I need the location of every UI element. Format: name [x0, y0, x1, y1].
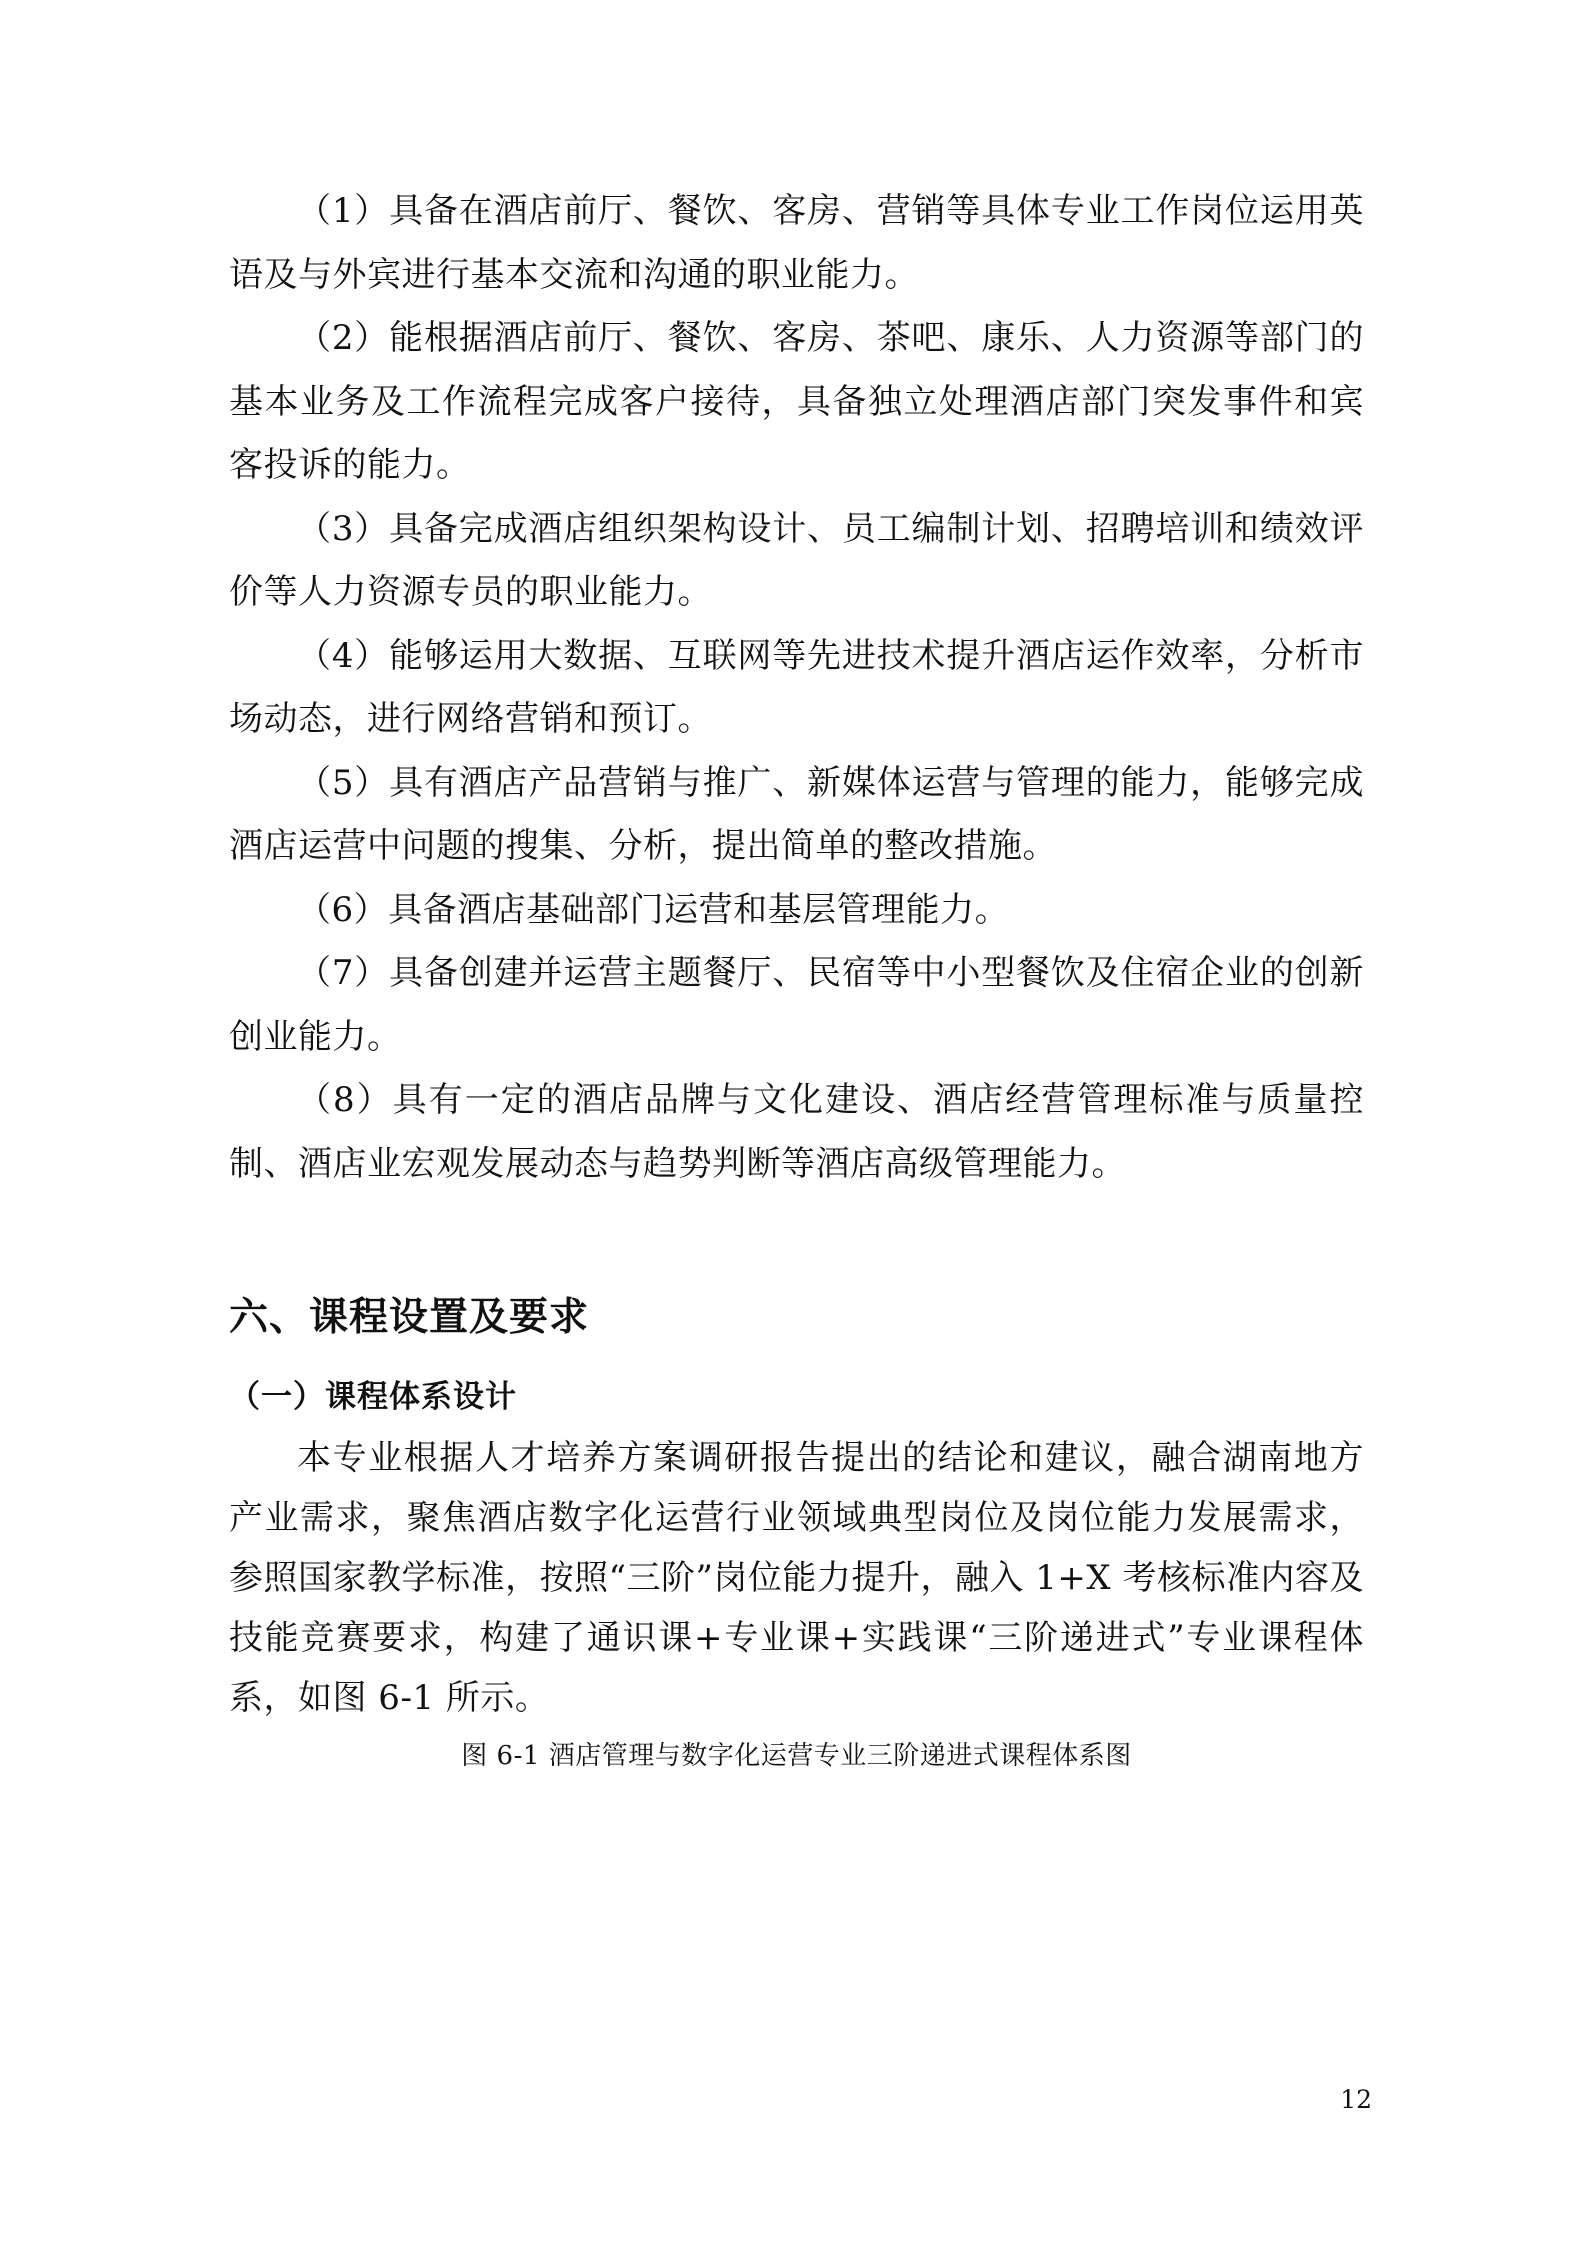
section-title: 六、课程设置及要求 [229, 1295, 590, 1340]
page-content [229, 180, 1364, 1778]
ability-item-1: （1）具备在酒店前厅、餐饮、客房、营销等具体专业工作岗位运用英语及与外宾进行基本交流和沟通的职业能力。 [229, 191, 1364, 295]
ability-item-4: （4）能够运用大数据、互联网等先进技术提升酒店运作效率，分析市场动态，进行网络营销和预订。 [229, 635, 1364, 739]
section-body: 本专业根据人才培养方案调研报告提出的结论和建议，融合湖南地方产业需求，聚焦酒店数字化运营行业领域典型岗位及岗位能力发展需求，参照国家教学标准，按照“三阶”岗位能力提升，融入 1+X 考核标准内容及技能竞赛要求，构建了通识课+专业课+实践课“三阶递进式”专业课程体系，如图 6-1 所示。 [229, 1438, 1364, 1718]
ability-item-5: （5）具有酒店产品营销与推广、新媒体运营与管理的能力，能够完成酒店运营中问题的搜集、分析，提出简单的整改措施。 [229, 762, 1364, 866]
ability-item-2: （2）能根据酒店前厅、餐饮、客房、茶吧、康乐、人力资源等部门的基本业务及工作流程完成客户接待，具备独立处理酒店部门突发事件和宾客投诉的能力。 [229, 318, 1364, 485]
ability-item-8: （8）具有一定的酒店品牌与文化建设、酒店经营管理标准与质量控制、酒店业宏观发展动态与趋势判断等酒店高级管理能力。 [229, 1080, 1364, 1184]
subsection-title: （一）课程体系设计 [229, 1379, 517, 1415]
figure-caption: 图 6-1 酒店管理与数字化运营专业三阶递进式课程体系图 [461, 1741, 1132, 1771]
ability-item-6: （6）具备酒店基础部门运营和基层管理能力。 [297, 889, 1010, 930]
page-number: 12 [1340, 2085, 1372, 2114]
ability-item-3: （3）具备完成酒店组织架构设计、员工编制计划、招聘培训和绩效评价等人力资源专员的职业能力。 [229, 508, 1364, 612]
ability-item-7: （7）具备创建并运营主题餐厅、民宿等中小型餐饮及住宿企业的创新创业能力。 [229, 953, 1364, 1057]
